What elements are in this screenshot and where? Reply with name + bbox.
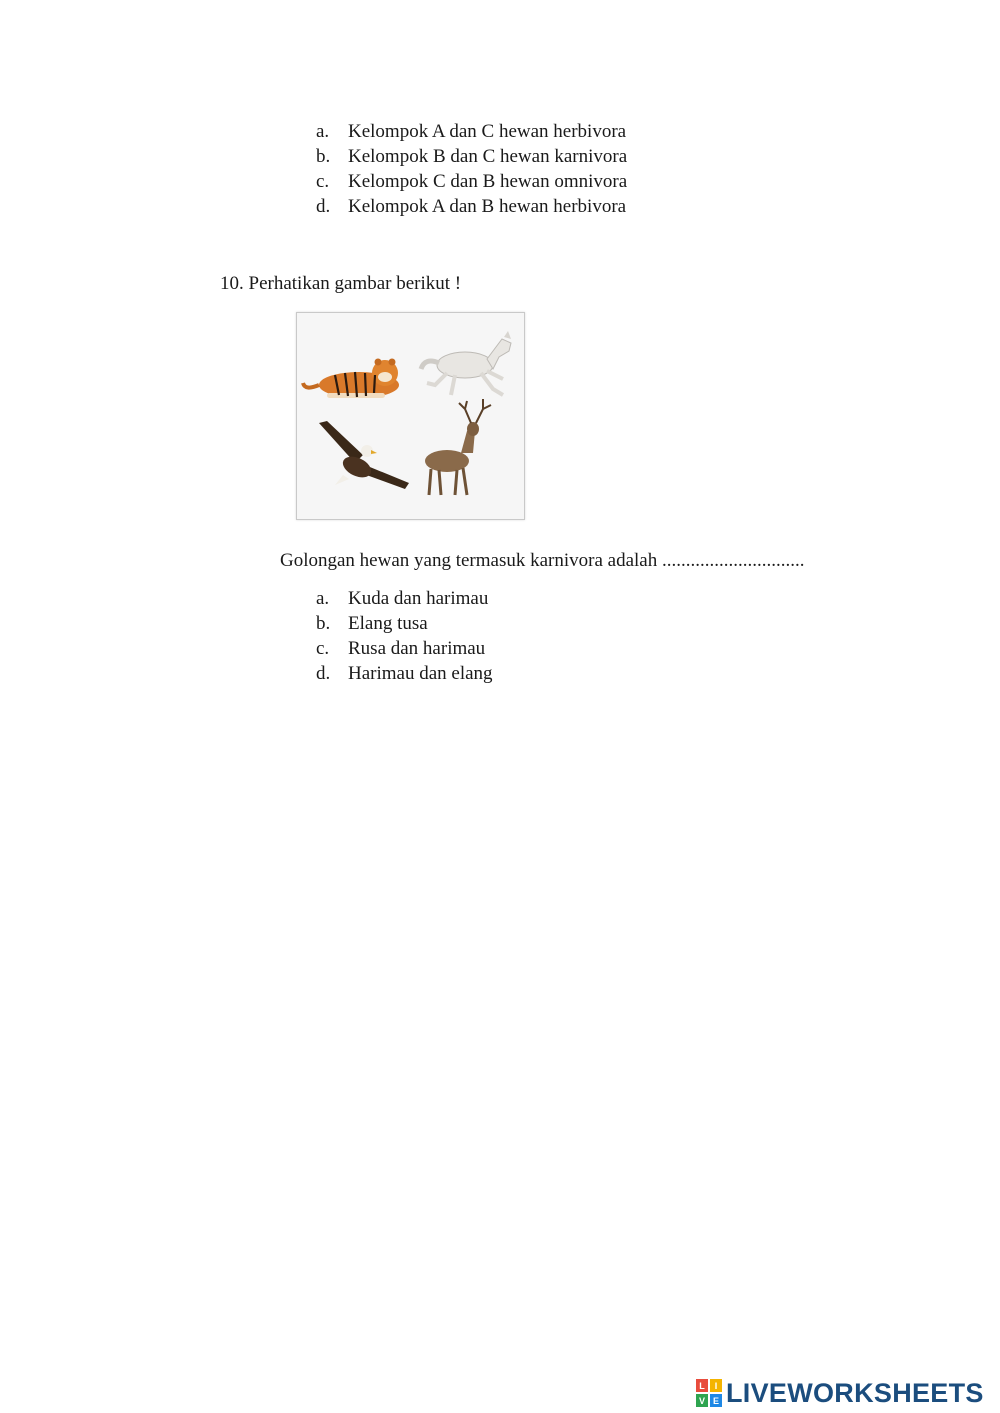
liveworksheets-logo[interactable] xyxy=(696,1376,984,1410)
logo-letter-v: V xyxy=(698,1396,706,1406)
option-letter: b. xyxy=(316,146,331,167)
logo-text: LIVEWORKSHEETS xyxy=(726,1377,984,1408)
option-text: Harimau dan elang xyxy=(348,663,493,684)
option-letter: c. xyxy=(316,638,330,659)
option-text: Kelompok A dan C hewan herbivora xyxy=(348,121,627,142)
liveworksheets-logo-icon xyxy=(696,1379,722,1407)
option-letter: b. xyxy=(316,613,331,634)
option-text: Kelompok C dan B hewan omnivora xyxy=(348,171,628,192)
option-letter: a. xyxy=(316,588,330,609)
option-text: Kelompok B dan C hewan karnivora xyxy=(348,146,628,167)
option-letter: d. xyxy=(316,196,331,217)
option-text: Rusa dan harimau xyxy=(348,638,486,659)
deer-icon xyxy=(425,399,491,495)
logo-letter-e: E xyxy=(712,1396,720,1406)
option-text: Kelompok A dan B hewan herbivora xyxy=(348,196,627,217)
option-letter: a. xyxy=(316,121,330,142)
option-text: Kuda dan harimau xyxy=(348,588,489,609)
tiger-icon xyxy=(303,359,399,399)
animals-image xyxy=(296,312,525,520)
eagle-icon xyxy=(319,421,409,489)
question-10-prompt: Golongan hewan yang termasuk karnivora adalah .............................. xyxy=(280,550,805,571)
horse-icon xyxy=(421,331,511,395)
logo-letter-i: I xyxy=(714,1381,718,1391)
option-letter: d. xyxy=(316,663,331,684)
logo-letter-l: L xyxy=(699,1381,705,1391)
option-text: Elang tusa xyxy=(348,613,428,634)
option-letter: c. xyxy=(316,171,330,192)
question-10-heading: 10. Perhatikan gambar berikut ! xyxy=(220,273,462,294)
